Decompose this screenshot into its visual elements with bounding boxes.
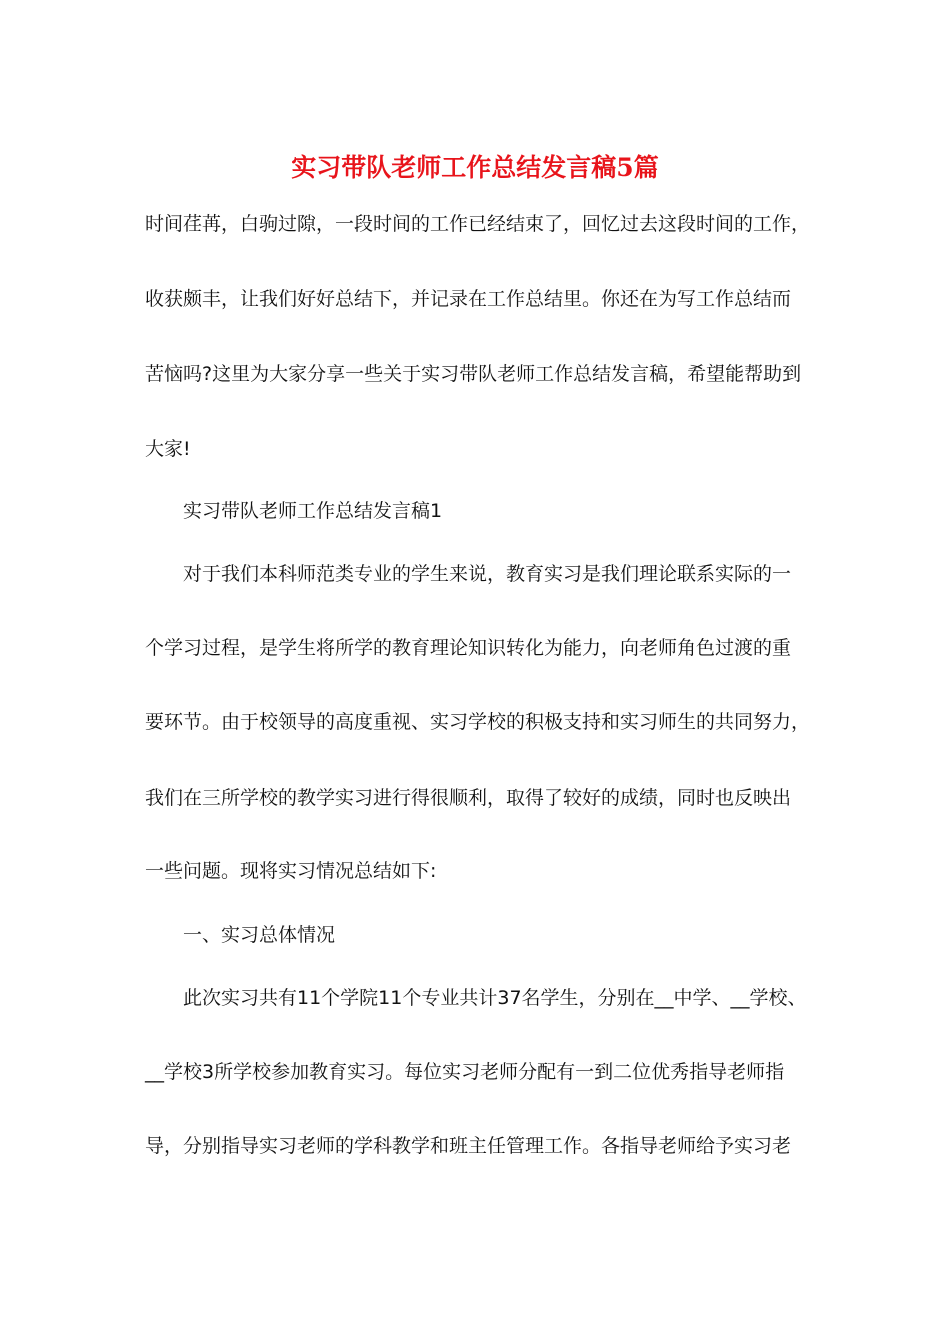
section-heading: 实习带队老师工作总结发言稿1 xyxy=(183,500,443,522)
paragraph-line: 此次实习共有11个学院11个专业共计37名学生，分别在__中学、__学校、 xyxy=(183,987,807,1009)
paragraph-line: 苦恼吗?这里为大家分享一些关于实习带队老师工作总结发言稿，希望能帮助到 xyxy=(145,363,802,385)
paragraph-line: 时间荏苒，白驹过隙，一段时间的工作已经结束了，回忆过去这段时间的工作， xyxy=(145,213,811,235)
document-title: 实习带队老师工作总结发言稿5篇 xyxy=(291,153,659,182)
paragraph-line: 大家! xyxy=(145,438,191,460)
paragraph-line: 导，分别指导实习老师的学科教学和班主任管理工作。各指导老师给予实习老 xyxy=(145,1135,792,1157)
paragraph-line: 个学习过程，是学生将所学的教育理论知识转化为能力，向老师角色过渡的重 xyxy=(145,637,792,659)
paragraph-line: 要环节。由于校领导的高度重视、实习学校的积极支持和实习师生的共同努力， xyxy=(145,711,811,733)
paragraph-line: 一些问题。现将实习情况总结如下: xyxy=(145,860,437,882)
paragraph-line: 收获颇丰，让我们好好总结下，并记录在工作总结里。你还在为写工作总结而 xyxy=(145,288,792,310)
section-heading: 一、实习总体情况 xyxy=(183,924,336,946)
paragraph-line: 对于我们本科师范类专业的学生来说，教育实习是我们理论联系实际的一 xyxy=(183,563,792,585)
paragraph-line: __学校3所学校参加教育实习。每位实习老师分配有一到二位优秀指导老师指 xyxy=(145,1061,785,1083)
paragraph-line: 我们在三所学校的教学实习进行得很顺利，取得了较好的成绩，同时也反映出 xyxy=(145,787,792,809)
